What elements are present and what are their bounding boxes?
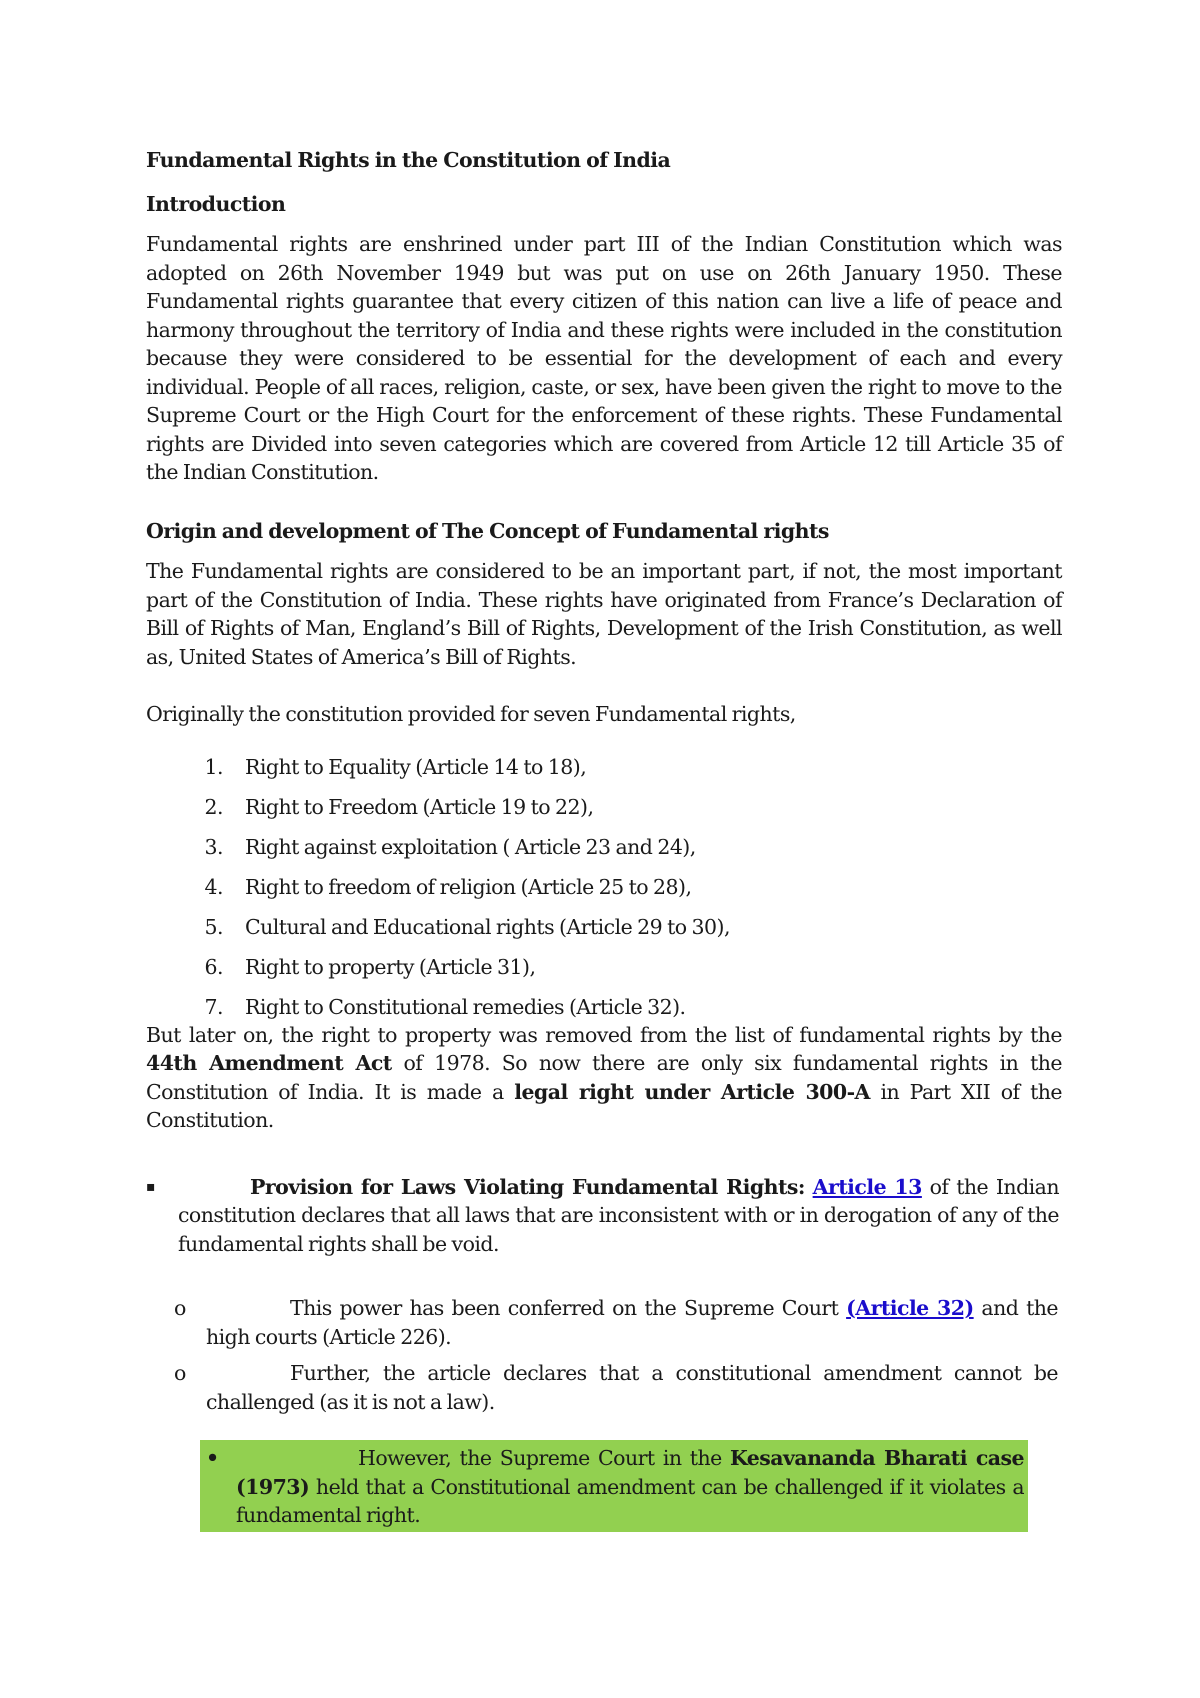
circle-bullet-icon: o [174, 1361, 186, 1385]
article-32-link[interactable]: (Article 32) [846, 1296, 974, 1320]
provision-bullet-item [146, 1173, 1059, 1259]
list-number: 6. [204, 954, 223, 979]
sub-bullet-text: Further, the article declares that a constitutional amendment cannot be challenged (as it is not a law). [206, 1361, 1058, 1414]
circle-bullet-icon: o [174, 1296, 186, 1320]
list-item [146, 913, 1062, 953]
list-number: 4. [204, 874, 223, 899]
list-item-text: Right to property (Article 31), [245, 954, 536, 979]
document-title: Fundamental Rights in the Constitution of India [146, 148, 671, 172]
list-item-text: Cultural and Educational rights (Article 29 to 30), [245, 914, 730, 939]
text-run: But later on, the right to property was removed from the list of fundamental rights by the [146, 1022, 1062, 1047]
list-number: 2. [204, 794, 223, 819]
dot-bullet-icon: • [206, 1446, 219, 1470]
text-run: of 1978. So now there are only six fundamental rights in the Constitution of India. It is made a [146, 1051, 1062, 1104]
provision-label: Provision for Laws Violating Fundamental Rights: [250, 1174, 805, 1199]
list-item-text: Right to Equality (Article 14 to 18), [245, 754, 587, 779]
list-item [146, 873, 1062, 913]
list-number: 1. [204, 754, 223, 779]
intro-paragraph: Fundamental rights are enshrined under part III of the Indian Constitution which was adopted on 26th November 1949 but was put on use on 26th January 1950. These Fundamental rights guarantee that every citizen of this nation can live a life of peace and harmony throughout the territory of India and these rights were included in the constitution because they were considered to be essential for the development of each and every individual. People of all races, religion, caste, or sex, have been given the right to move to the Supreme Court or the High Court for the enforcement of these rights. These Fundamental rights are Divided into seven categories which are covered from Article 12 till Article 35 of the Indian Constitution. [146, 232, 1062, 484]
highlighted-note-text [236, 1444, 1024, 1530]
text-run: held that a Constitutional amendment can be challenged if it violates a fundamental right. [236, 1474, 1024, 1527]
case-name-bold: Kesavananda Bharati case (1973) [236, 1446, 1024, 1499]
list-item [146, 753, 1062, 793]
text-run: in Part XII of the Constitution. [146, 1079, 1062, 1132]
sub-bullet-item [146, 1294, 1058, 1351]
origin-paragraph: The Fundamental rights are considered to be an important part, if not, the most important part of the Constitution of India. These rights have originated from France’s Declaration of Bill of Rights of Man, England’s Bill of Rights, Development of the Irish Constitution, as well as, United States of America’s Bill of Rights. [146, 559, 1062, 669]
list-item-text: Right to freedom of religion (Article 25 to 28), [245, 874, 692, 899]
list-item-text: Right to Constitutional remedies (Article 32). [245, 994, 686, 1019]
amendment-bold: 44th Amendment Act [146, 1051, 392, 1075]
section-heading-origin: Origin and development of The Concept of Fundamental rights [146, 518, 829, 543]
list-item-text: Right against exploitation ( Article 23 and 24), [245, 834, 696, 859]
legal-right-bold: legal right under Article 300-A [514, 1079, 870, 1104]
list-number: 5. [204, 914, 223, 939]
list-item [146, 793, 1062, 833]
list-number: 7. [204, 994, 223, 1019]
sub-bullet-item [146, 1359, 1058, 1416]
list-item-text: Right to Freedom (Article 19 to 22), [245, 794, 594, 819]
square-bullet-icon: ▪ [146, 1178, 155, 1195]
text-run: This power has been conferred on the Supreme Court [290, 1296, 847, 1320]
list-number: 3. [204, 834, 223, 859]
text-run: of the Indian constitution declares that all laws that are inconsistent with or in derogation of any of the fundamental rights shall be void. [178, 1174, 1059, 1256]
list-item [146, 953, 1062, 993]
fundamental-rights-list [146, 753, 1062, 1021]
provision-text [178, 1173, 1059, 1259]
property-removal-paragraph [146, 1021, 1062, 1135]
list-item [146, 833, 1062, 873]
highlighted-note [200, 1440, 1028, 1532]
sub-bullet-text [206, 1294, 1058, 1351]
rights-list-intro: Originally the constitution provided for seven Fundamental rights, [146, 702, 796, 726]
article-13-link[interactable]: Article 13 [812, 1174, 922, 1199]
text-run: However, the Supreme Court in the [358, 1446, 730, 1470]
section-heading-introduction: Introduction [146, 191, 286, 216]
list-item [146, 993, 1062, 1021]
text-run: and the high courts (Article 226). [206, 1296, 1058, 1349]
document-page [146, 140, 1062, 1532]
